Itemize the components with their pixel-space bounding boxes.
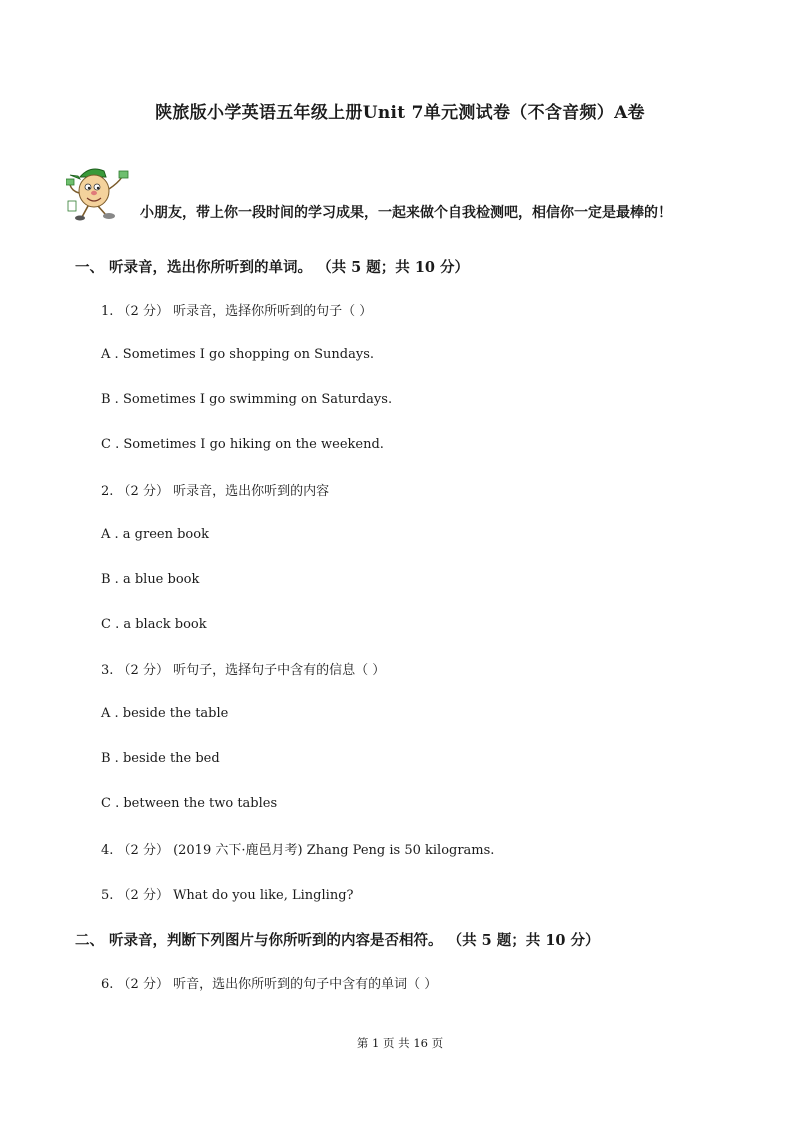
question-text: 3. （2 分） 听句子，选择句子中含有的信息（ ）	[101, 663, 386, 678]
section-heading: 二、 听录音，判断下列图片与你所听到的内容是否相符。 （共 5 题；共 10 分）	[75, 932, 600, 949]
document-title: 陕旅版小学英语五年级上册Unit 7单元测试卷（不含音频）A卷	[155, 103, 645, 123]
question-text: 2. （2 分） 听录音，选出你听到的内容	[101, 484, 330, 499]
cartoon-boy-mascot-icon	[66, 163, 132, 221]
answer-option: B . Sometimes I go swimming on Saturdays.	[101, 392, 393, 407]
answer-option: A . beside the table	[101, 706, 229, 721]
answer-option: B . beside the bed	[101, 751, 220, 766]
question-text: 6. （2 分） 听音，选出你所听到的句子中含有的单词（ ）	[101, 977, 438, 992]
answer-option: C . a black book	[101, 617, 207, 632]
greeting-text: 小朋友，带上你一段时间的学习成果，一起来做个自我检测吧，相信你一定是最棒的！	[140, 205, 672, 221]
answer-option: B . a blue book	[101, 572, 200, 587]
answer-option: A . Sometimes I go shopping on Sundays.	[101, 347, 374, 362]
answer-option: C . Sometimes I go hiking on the weekend.	[101, 437, 384, 452]
section-heading: 一、 听录音，选出你所听到的单词。 （共 5 题；共 10 分）	[75, 259, 470, 276]
answer-option: C . between the two tables	[101, 796, 278, 811]
page-footer: 第 1 页 共 16 页	[356, 1036, 444, 1050]
answer-option: A . a green book	[101, 527, 209, 542]
question-text: 1. （2 分） 听录音，选择你所听到的句子（ ）	[101, 304, 373, 319]
question-text: 5. （2 分） What do you like, Lingling?	[101, 888, 354, 903]
question-text: 4. （2 分） (2019 六下·鹿邑月考) Zhang Peng is 50 kilograms.	[101, 843, 495, 858]
